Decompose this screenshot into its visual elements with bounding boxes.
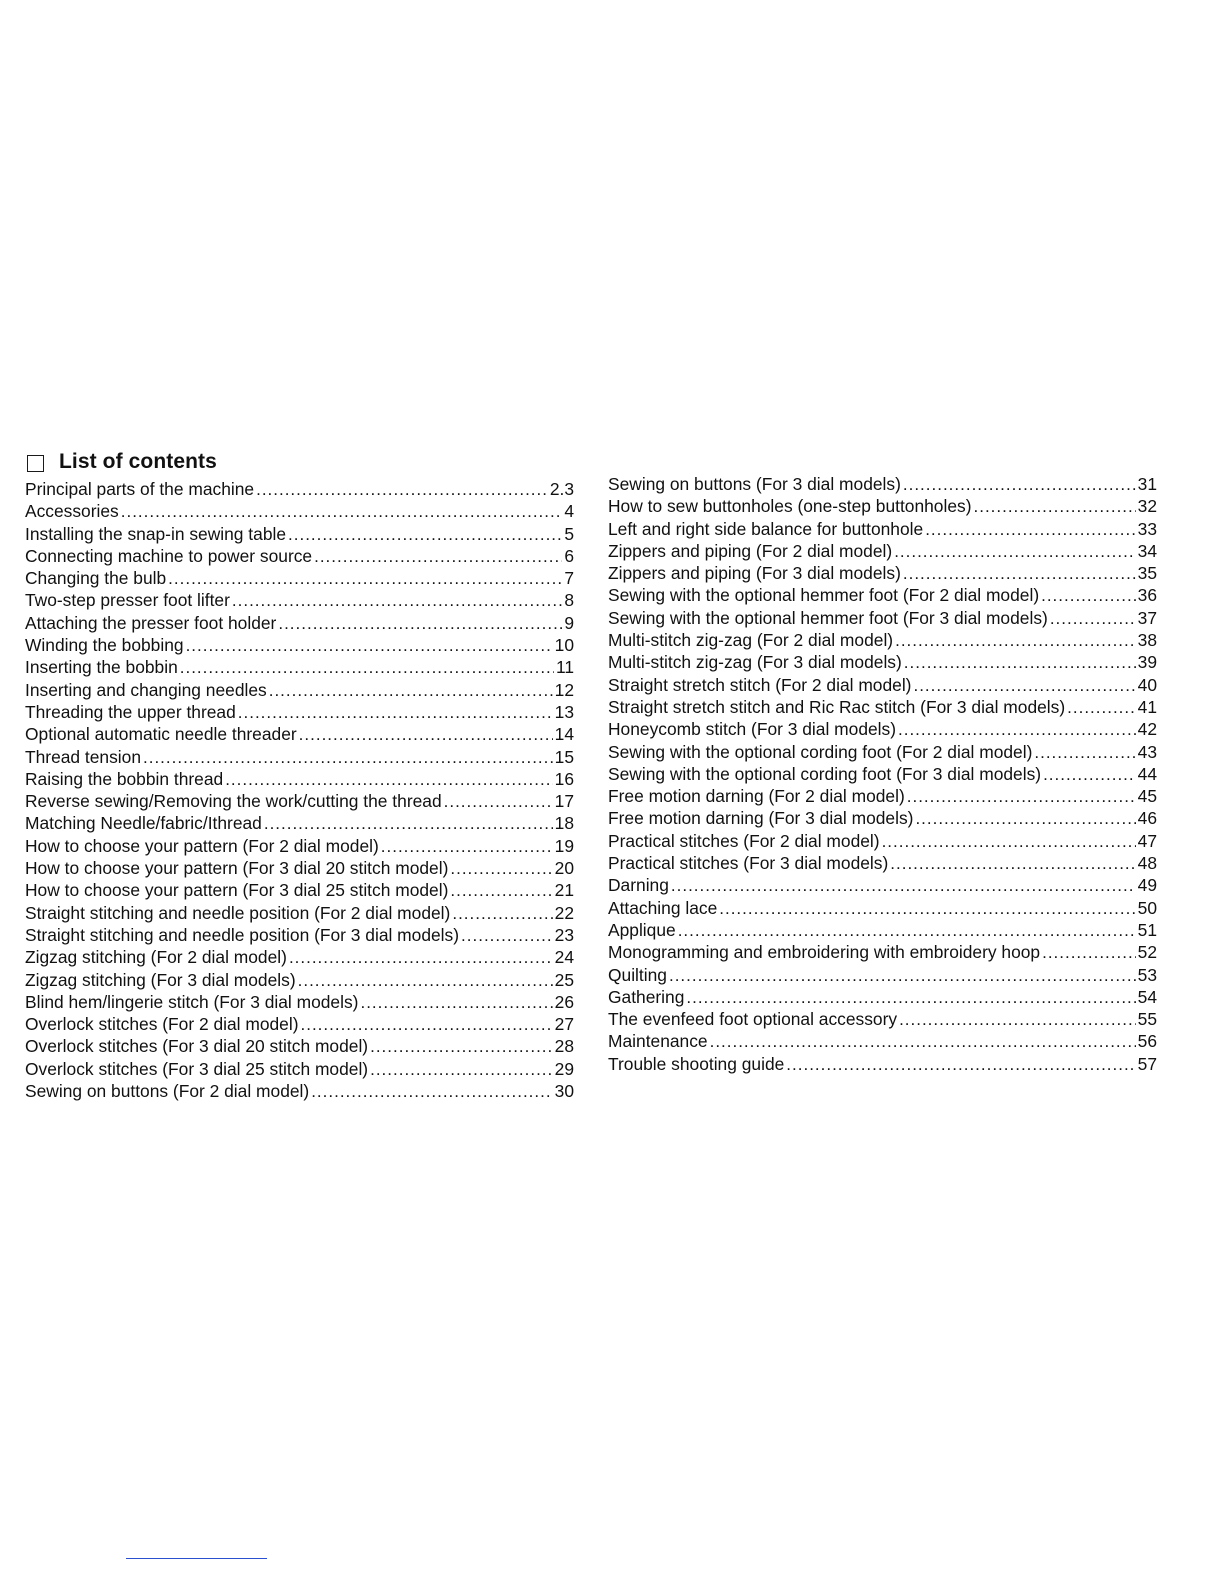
toc-entry-title: Maintenance [608,1031,708,1052]
toc-entry-title: Installing the snap-in sewing table [25,523,287,544]
toc-entry-title: Winding the bobbing [25,635,184,656]
toc-entry-title: Inserting the bobbin [25,657,178,678]
toc-entry [25,946,574,968]
dot-leader [895,630,1136,651]
dot-leader [278,613,562,634]
toc-entry [608,495,1157,517]
toc-entry-title: Sewing with the optional hemmer foot (For 2 dial model) [608,585,1040,606]
toc-entry-page: 45 [1137,786,1157,807]
dot-leader [143,747,553,768]
toc-entry [25,1013,574,1035]
toc-entry-page: 42 [1137,719,1157,740]
dot-leader [450,880,552,901]
toc-entry-page: 6 [564,545,574,566]
toc-entry-title: Overlock stitches (For 2 dial model) [25,1014,299,1035]
toc-entry [25,790,574,812]
dot-leader [786,1054,1135,1075]
toc-entry-page: 31 [1137,474,1157,494]
toc-entry [25,723,574,745]
toc-entry-page: 47 [1137,830,1157,851]
toc-entry-title: Sewing with the optional hemmer foot (For 3 dial models) [608,607,1048,628]
dot-leader [1041,585,1136,606]
toc-entry-page: 30 [554,1081,574,1102]
toc-entry-page: 2.3 [549,479,574,499]
toc-entry-page: 38 [1137,630,1157,651]
toc-entry-title: Zippers and piping (For 3 dial models) [608,563,901,584]
toc-entry [608,852,1157,874]
toc-entry-page: 52 [1137,942,1157,963]
toc-entry-page: 9 [564,612,574,633]
toc-entry [25,1080,574,1102]
toc-entry [25,656,574,678]
dot-leader [121,501,563,522]
toc-entry-title: Matching Needle/fabric/Ithread [25,813,262,834]
toc-entry-title: Straight stretch stitch (For 2 dial model) [608,674,912,695]
toc-entry [608,941,1157,963]
toc-entry-page: 23 [554,924,574,945]
toc-entry-title: Quilting [608,964,667,985]
dot-leader [461,925,553,946]
toc-entry-title: Straight stitching and needle position (For 3 dial models) [25,924,460,945]
toc-entry-title: Attaching the presser foot holder [25,612,277,633]
dot-leader [314,546,562,567]
dot-leader [686,987,1135,1008]
toc-entry-title: How to choose your pattern (For 2 dial model) [25,835,379,856]
toc-entry [608,897,1157,919]
toc-entry [608,763,1157,785]
toc-entry-title: Monogramming and embroidering with embroidery hoop [608,942,1041,963]
toc-entry-title: Straight stitching and needle position (For 2 dial model) [25,902,451,923]
toc-entry-title: Practical stitches (For 2 dial model) [608,830,880,851]
toc-entry-page: 15 [554,746,574,767]
toc-entry [608,1053,1157,1075]
toc-entry-title: Sewing on buttons (For 3 dial models) [608,474,901,494]
toc-entry-page: 37 [1137,607,1157,628]
toc-entry-title: Attaching lace [608,897,718,918]
toc-entry-title: Threading the upper thread [25,701,236,722]
toc-entry [608,964,1157,986]
dot-leader [370,1059,553,1080]
dot-leader [894,541,1135,562]
toc-entry-page: 22 [554,902,574,923]
toc-entry-page: 24 [554,947,574,968]
toc-entry [608,919,1157,941]
toc-entry-title: Thread tension [25,746,142,767]
toc-right-column [608,473,1157,1075]
toc-entry-page: 29 [554,1058,574,1079]
toc-entry-page: 10 [554,635,574,656]
toc-entry-page: 36 [1137,585,1157,606]
toc-entry-page: 4 [564,501,574,522]
dot-leader [444,791,553,812]
dot-leader [232,590,562,611]
toc-entry [25,545,574,567]
toc-entry [25,924,574,946]
dot-leader [898,719,1136,740]
dot-leader [186,635,553,656]
toc-entry [25,746,574,768]
toc-entry-page: 48 [1137,853,1157,874]
toc-entry [25,567,574,589]
toc-entry-title: Principal parts of the machine [25,479,255,499]
toc-entry-page: 34 [1137,540,1157,561]
toc-entry-page: 35 [1137,563,1157,584]
toc-entry-title: Gathering [608,986,685,1007]
toc-entry [608,518,1157,540]
toc-entry-title: Zigzag stitching (For 2 dial model) [25,947,287,968]
toc-entry-title: Accessories [25,501,119,522]
dot-leader [256,479,548,500]
toc-entry-title: How to choose your pattern (For 3 dial 20 stitch model) [25,858,449,879]
dot-leader [370,1036,553,1057]
footer-rule [126,1558,267,1559]
toc-entry-page: 53 [1137,964,1157,985]
toc-entry [608,540,1157,562]
contents-heading [27,449,217,475]
toc-entry [608,651,1157,673]
toc-entry-page: 44 [1137,763,1157,784]
toc-entry-page: 18 [554,813,574,834]
toc-entry-title: Blind hem/lingerie stitch (For 3 dial models) [25,991,359,1012]
toc-entry-page: 11 [555,657,574,678]
toc-entry-page: 43 [1137,741,1157,762]
dot-leader [298,970,553,991]
toc-entry-title: Darning [608,875,669,896]
toc-entry [25,634,574,656]
toc-entry-page: 51 [1137,919,1157,940]
toc-entry-page: 33 [1137,518,1157,539]
toc-entry [608,1030,1157,1052]
toc-entry [25,1035,574,1057]
toc-entry [25,478,574,500]
dot-leader [301,1014,553,1035]
dot-leader [1042,942,1136,963]
toc-entry-page: 8 [564,590,574,611]
dot-leader [180,657,554,678]
dot-leader [289,947,553,968]
dot-leader [381,836,553,857]
toc-entry-page: 39 [1137,652,1157,673]
toc-entry-page: 50 [1137,897,1157,918]
toc-entry-page: 28 [554,1036,574,1057]
dot-leader [360,992,552,1013]
toc-entry-title: Reverse sewing/Removing the work/cutting the thread [25,791,442,812]
checkbox-icon [27,455,44,472]
toc-entry-title: Left and right side balance for buttonhole [608,518,924,539]
toc-entry-title: Raising the bobbin thread [25,768,224,789]
toc-entry [25,523,574,545]
toc-entry-title: Zigzag stitching (For 3 dial models) [25,969,296,990]
toc-entry-title: Applique [608,919,676,940]
toc-entry-title: The evenfeed foot optional accessory [608,1009,898,1030]
toc-entry-title: Changing the bulb [25,568,167,589]
dot-leader [450,858,552,879]
toc-entry-title: Straight stretch stitch and Ric Rac stitch (For 3 dial models) [608,696,1066,717]
toc-entry-title: Honeycomb stitch (For 3 dial models) [608,719,897,740]
dot-leader [903,474,1136,495]
dot-leader [264,813,553,834]
dot-leader [915,808,1135,829]
dot-leader [311,1081,552,1102]
dot-leader [168,568,562,589]
toc-entry [608,1008,1157,1030]
toc-entry [608,696,1157,718]
toc-entry [608,718,1157,740]
toc-entry-page: 13 [554,701,574,722]
toc-entry-title: Zippers and piping (For 2 dial model) [608,540,893,561]
toc-entry [25,1058,574,1080]
dot-leader [903,563,1136,584]
dot-leader [890,853,1135,874]
toc-entry-title: Connecting machine to power source [25,545,313,566]
toc-entry-title: Overlock stitches (For 3 dial 25 stitch model) [25,1058,369,1079]
toc-left-column [25,478,574,1102]
toc-entry [608,830,1157,852]
toc-entry [608,473,1157,495]
toc-entry-title: Sewing with the optional cording foot (For 2 dial model) [608,741,1033,762]
toc-entry-page: 7 [564,568,574,589]
toc-entry [608,807,1157,829]
toc-entry [25,679,574,701]
toc-entry-title: How to sew buttonholes (one-step buttonholes) [608,496,972,517]
toc-entry-page: 12 [554,679,574,700]
dot-leader [288,524,562,545]
toc-entry [25,835,574,857]
toc-entry-page: 27 [554,1014,574,1035]
toc-entry [608,629,1157,651]
toc-entry [608,785,1157,807]
toc-entry-page: 26 [554,991,574,1012]
toc-entry-page: 32 [1137,496,1157,517]
toc-entry-page: 54 [1137,986,1157,1007]
toc-entry-page: 46 [1137,808,1157,829]
toc-entry-page: 16 [554,768,574,789]
toc-entry [608,741,1157,763]
toc-entry-page: 49 [1137,875,1157,896]
toc-entry-page: 40 [1137,674,1157,695]
toc-entry-title: Free motion darning (For 2 dial model) [608,786,905,807]
toc-entry [25,991,574,1013]
toc-entry [608,986,1157,1008]
toc-entry [25,500,574,522]
toc-entry [25,701,574,723]
dot-leader [238,702,553,723]
toc-entry [608,607,1157,629]
toc-entry-title: Free motion darning (For 3 dial models) [608,808,914,829]
dot-leader [671,875,1136,896]
dot-leader [904,652,1136,673]
page-title: List of contents [59,450,217,473]
toc-entry-title: Trouble shooting guide [608,1053,785,1074]
toc-entry-title: Sewing with the optional cording foot (For 3 dial models) [608,763,1042,784]
toc-entry [25,879,574,901]
toc-entry-page: 20 [554,858,574,879]
dot-leader [907,786,1136,807]
toc-entry [25,612,574,634]
toc-entry-page: 41 [1137,696,1157,717]
dot-leader [974,496,1136,517]
dot-leader [1067,697,1136,718]
toc-entry-page: 19 [554,835,574,856]
toc-entry-page: 25 [554,969,574,990]
toc-entry-title: Multi-stitch zig-zag (For 2 dial model) [608,630,894,651]
dot-leader [225,769,552,790]
dot-leader [719,898,1135,919]
dot-leader [899,1009,1136,1030]
dot-leader [710,1031,1136,1052]
toc-entry [25,857,574,879]
toc-entry [25,969,574,991]
dot-leader [1043,764,1136,785]
toc-entry-title: Optional automatic needle threader [25,724,297,745]
toc-entry-title: Two-step presser foot lifter [25,590,230,611]
toc-entry [608,584,1157,606]
dot-leader [882,831,1136,852]
toc-entry-page: 14 [554,724,574,745]
dot-leader [669,965,1136,986]
dot-leader [1050,608,1136,629]
dot-leader [452,903,552,924]
toc-entry-title: Multi-stitch zig-zag (For 3 dial models) [608,652,902,673]
dot-leader [299,724,553,745]
toc-entry-title: How to choose your pattern (For 3 dial 25 stitch model) [25,880,449,901]
toc-entry-page: 56 [1137,1031,1157,1052]
toc-entry [608,674,1157,696]
toc-entry [25,812,574,834]
toc-entry-page: 21 [554,880,574,901]
toc-entry [25,902,574,924]
toc-entry [608,562,1157,584]
toc-entry-page: 17 [554,791,574,812]
toc-entry-title: Overlock stitches (For 3 dial 20 stitch model) [25,1036,369,1057]
toc-entry-page: 55 [1137,1009,1157,1030]
toc-entry [25,589,574,611]
dot-leader [925,519,1135,540]
toc-entry [608,874,1157,896]
toc-entry-page: 57 [1137,1053,1157,1074]
dot-leader [913,675,1135,696]
dot-leader [678,920,1136,941]
dot-leader [1034,742,1135,763]
toc-entry-title: Inserting and changing needles [25,679,267,700]
toc-entry-page: 5 [564,523,574,544]
toc-entry-title: Practical stitches (For 3 dial models) [608,853,889,874]
toc-entry [25,768,574,790]
dot-leader [269,680,553,701]
toc-entry-title: Sewing on buttons (For 2 dial model) [25,1081,310,1102]
